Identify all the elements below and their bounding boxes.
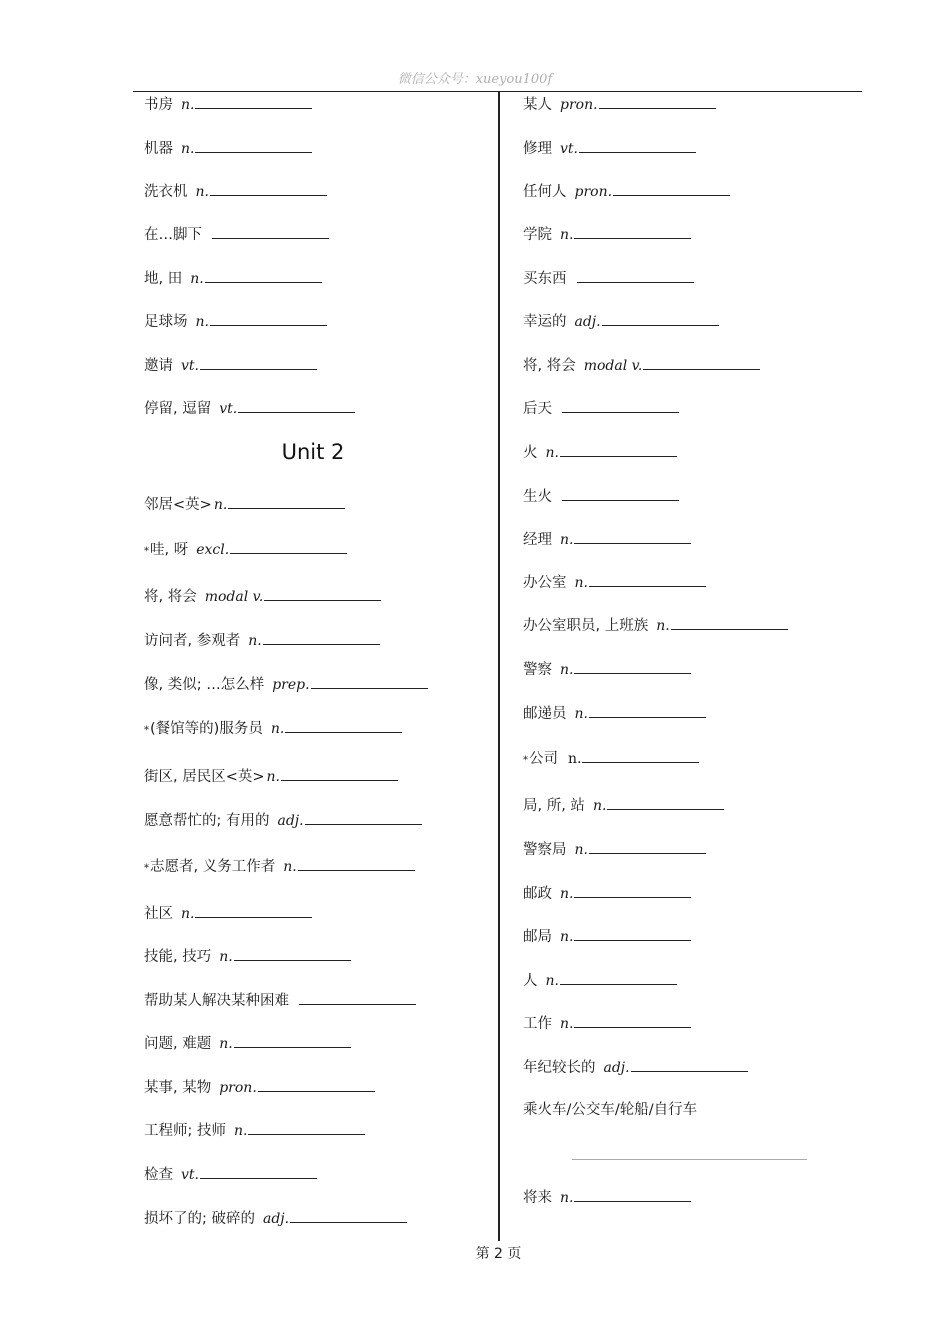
answer-blank[interactable] [248, 1120, 365, 1135]
chinese-term: 哇, 呀 [150, 542, 189, 558]
right-vocab-row [523, 268, 694, 288]
right-vocab-row [523, 311, 719, 331]
left-vocab-row [144, 630, 380, 650]
left-vocab-row [144, 1120, 365, 1140]
part-of-speech: vt. [560, 141, 578, 157]
answer-blank[interactable] [602, 311, 719, 326]
answer-blank[interactable] [574, 659, 691, 674]
right-vocab-row [523, 659, 691, 679]
part-of-speech: prep. [272, 677, 310, 693]
right-vocab-row [523, 795, 724, 815]
chinese-term: 学院 [523, 227, 552, 243]
part-of-speech: n. [213, 497, 228, 513]
chinese-term: 任何人 [523, 184, 567, 200]
answer-blank[interactable] [311, 674, 428, 689]
answer-blank[interactable] [228, 494, 345, 509]
chinese-term: 警察 [523, 662, 552, 678]
right-vocab-row [523, 355, 760, 375]
part-of-speech: vt. [219, 401, 238, 417]
answer-blank[interactable] [212, 224, 329, 239]
chinese-term: 访问者, 参观者 [144, 633, 241, 649]
answer-blank[interactable] [205, 268, 322, 283]
chinese-term: 人 [523, 973, 538, 989]
answer-blank[interactable] [234, 946, 351, 961]
left-vocab-row [144, 311, 327, 331]
part-of-speech: pron. [574, 184, 613, 200]
left-vocab-row [144, 494, 345, 514]
answer-blank[interactable] [579, 138, 696, 153]
answer-blank[interactable] [574, 224, 691, 239]
answer-blank[interactable] [234, 1033, 351, 1048]
answer-blank[interactable] [263, 630, 380, 645]
part-of-speech: n. [560, 929, 574, 945]
answer-blank[interactable] [299, 990, 416, 1005]
chinese-term: 邮政 [523, 886, 552, 902]
answer-blank[interactable] [238, 398, 355, 413]
part-of-speech: n. [195, 314, 209, 330]
page-number: 第 2 页 [475, 1246, 522, 1262]
part-of-speech: adj. [277, 813, 304, 829]
chinese-term: 在…脚下 [144, 227, 202, 243]
chinese-term: 足球场 [144, 314, 188, 330]
unit-heading: Unit 2 [281, 440, 345, 464]
answer-blank[interactable] [195, 138, 312, 153]
part-of-speech: n. [283, 859, 297, 875]
part-of-speech: n. [560, 886, 574, 902]
right-vocab-row [523, 1100, 697, 1120]
answer-blank[interactable] [589, 839, 706, 854]
left-vocab-row [144, 674, 428, 694]
answer-blank[interactable] [290, 1208, 407, 1223]
left-vocab-row [144, 1077, 375, 1097]
left-vocab-row [144, 1033, 351, 1053]
left-vocab-row [144, 946, 351, 966]
part-of-speech: n. [266, 769, 280, 785]
part-of-speech: n. [574, 706, 588, 722]
right-vocab-row [523, 181, 730, 201]
answer-blank[interactable] [200, 355, 317, 370]
answer-blank[interactable] [298, 856, 415, 871]
part-of-speech: n. [181, 906, 195, 922]
left-vocab-row [144, 355, 317, 375]
chinese-term: 帮助某人解决某种困难 [144, 993, 289, 1009]
left-vocab-row [144, 766, 398, 786]
chinese-term: 邻居<英> [144, 497, 212, 513]
column-divider [498, 91, 500, 1241]
right-vocab-row [523, 224, 691, 244]
chinese-term: 书房 [144, 97, 173, 113]
left-vocab-row [144, 810, 422, 830]
left-vocab-row [144, 903, 312, 923]
answer-blank[interactable] [258, 1077, 375, 1092]
chinese-term: 问题, 难题 [144, 1036, 212, 1052]
part-of-speech: n. [574, 575, 588, 591]
answer-blank[interactable] [574, 926, 691, 941]
answer-blank[interactable] [305, 810, 422, 825]
answer-blank[interactable] [281, 766, 398, 781]
answer-blank[interactable] [577, 268, 694, 283]
answer-blank[interactable] [560, 970, 677, 985]
answer-blank[interactable] [574, 1013, 691, 1028]
part-of-speech: n. [248, 633, 262, 649]
right-vocab-row [523, 486, 679, 506]
answer-blank[interactable] [264, 586, 381, 601]
right-vocab-row [523, 138, 696, 158]
right-vocab-row [523, 94, 716, 114]
answer-blank[interactable] [560, 442, 677, 457]
chinese-term: 检查 [144, 1167, 173, 1183]
answer-blank[interactable] [195, 94, 312, 109]
answer-blank[interactable] [562, 398, 679, 413]
chinese-term: 工作 [523, 1016, 552, 1032]
left-vocab-row [144, 94, 312, 114]
part-of-speech: n. [656, 618, 670, 634]
right-vocab-row [523, 839, 706, 859]
chinese-term: (餐馆等的)服务员 [150, 721, 263, 737]
part-of-speech: vt. [181, 1167, 199, 1183]
right-vocab-row [523, 398, 679, 418]
answer-blank[interactable] [562, 486, 679, 501]
answer-blank[interactable] [671, 615, 788, 630]
chinese-term: 将, 将会 [523, 358, 576, 374]
right-vocab-row [523, 926, 691, 946]
answer-blank[interactable] [200, 1164, 317, 1179]
chinese-term: 社区 [144, 906, 173, 922]
left-vocab-row: * 志愿者, 义务工作者 n. [144, 856, 415, 876]
answer-blank[interactable] [599, 94, 716, 109]
answer-blank[interactable] [574, 1187, 691, 1202]
part-of-speech: n. [181, 141, 195, 157]
chinese-term: 办公室职员, 上班族 [523, 618, 649, 634]
part-of-speech: n. [545, 973, 559, 989]
chinese-term: 洗衣机 [144, 184, 188, 200]
chinese-term: 愿意帮忙的; 有用的 [144, 813, 270, 829]
answer-blank-long[interactable] [572, 1159, 807, 1160]
chinese-term: 邮递员 [523, 706, 567, 722]
answer-blank[interactable] [285, 718, 402, 733]
chinese-term: 乘火车/公交车/轮船/自行车 [523, 1102, 698, 1118]
left-vocab-row [144, 224, 329, 244]
answer-blank[interactable] [613, 181, 730, 196]
chinese-term: 街区, 居民区<英> [144, 769, 265, 785]
part-of-speech: n. [560, 1016, 574, 1032]
right-vocab-row [523, 703, 706, 723]
answer-blank[interactable] [607, 795, 724, 810]
part-of-speech: n. [219, 1036, 233, 1052]
chinese-term: 公司 [529, 751, 558, 767]
answer-blank[interactable] [195, 903, 312, 918]
part-of-speech: vt. [181, 358, 199, 374]
chinese-term: 局, 所, 站 [523, 798, 585, 814]
answer-blank[interactable] [631, 1057, 748, 1072]
right-vocab-row [523, 1057, 748, 1077]
part-of-speech: pron. [560, 97, 598, 113]
chinese-term: 像, 类似; …怎么样 [144, 677, 265, 693]
chinese-term: 修理 [523, 141, 552, 157]
right-vocab-row [523, 883, 691, 903]
chinese-term: 停留, 逗留 [144, 401, 212, 417]
right-vocab-row [523, 529, 691, 549]
left-vocab-row [144, 990, 416, 1010]
chinese-term: 将来 [523, 1190, 552, 1206]
chinese-term: 工程师; 技师 [144, 1123, 226, 1139]
part-of-speech: n. [190, 271, 204, 287]
chinese-term: 火 [523, 445, 538, 461]
right-vocab-row: * 公司 n. [523, 748, 699, 768]
answer-blank[interactable] [582, 748, 699, 763]
part-of-speech: n. [219, 949, 233, 965]
part-of-speech: n. [568, 751, 582, 767]
part-of-speech: n. [270, 721, 285, 737]
part-of-speech: modal v. [204, 589, 264, 605]
part-of-speech: n. [195, 184, 209, 200]
part-of-speech: adj. [574, 314, 601, 330]
chinese-term: 地, 田 [144, 271, 183, 287]
part-of-speech: n. [592, 798, 607, 814]
left-vocab-row: * (餐馆等的)服务员 n. [144, 718, 402, 738]
right-vocab-row [523, 1013, 691, 1033]
chinese-term: 年纪较长的 [523, 1060, 596, 1076]
part-of-speech: n. [545, 445, 559, 461]
chinese-term: 技能, 技巧 [144, 949, 212, 965]
right-vocab-row [523, 970, 677, 990]
right-vocab-row [523, 1187, 691, 1207]
part-of-speech: n. [560, 227, 574, 243]
answer-blank[interactable] [589, 703, 706, 718]
chinese-term: 某人 [523, 97, 552, 113]
right-vocab-row [523, 442, 677, 462]
right-vocab-row [523, 615, 788, 635]
part-of-speech: n. [234, 1123, 248, 1139]
left-vocab-row: * 哇, 呀 excl. [144, 539, 347, 559]
left-vocab-row [144, 138, 312, 158]
left-vocab-row [144, 398, 355, 418]
chinese-term: 后天 [523, 401, 552, 417]
left-vocab-row [144, 586, 381, 606]
part-of-speech: pron. [219, 1080, 257, 1096]
chinese-term: 幸运的 [523, 314, 567, 330]
chinese-term: 损坏了的; 破碎的 [144, 1211, 255, 1227]
left-vocab-row [144, 1164, 317, 1184]
chinese-term: 生火 [523, 489, 552, 505]
part-of-speech: adj. [263, 1211, 290, 1227]
chinese-term: 办公室 [523, 575, 567, 591]
part-of-speech: n. [560, 1190, 574, 1206]
part-of-speech: excl. [196, 542, 230, 558]
part-of-speech: adj. [603, 1060, 630, 1076]
right-vocab-row [523, 572, 706, 592]
chinese-term: 机器 [144, 141, 173, 157]
part-of-speech: n. [574, 842, 588, 858]
answer-blank[interactable] [210, 311, 327, 326]
chinese-term: 买东西 [523, 271, 567, 287]
left-vocab-row [144, 268, 322, 288]
part-of-speech: n. [560, 532, 574, 548]
left-vocab-row [144, 1208, 407, 1228]
chinese-term: 某事, 某物 [144, 1080, 212, 1096]
chinese-term: 志愿者, 义务工作者 [150, 859, 276, 875]
answer-blank[interactable] [230, 539, 347, 554]
chinese-term: 邀请 [144, 358, 173, 374]
left-vocab-row [144, 181, 327, 201]
chinese-term: 经理 [523, 532, 552, 548]
answer-blank[interactable] [210, 181, 327, 196]
answer-blank[interactable] [574, 883, 691, 898]
chinese-term: 将, 将会 [144, 589, 197, 605]
part-of-speech: modal v. [583, 358, 643, 374]
chinese-term: 警察局 [523, 842, 567, 858]
part-of-speech: n. [181, 97, 195, 113]
chinese-term: 邮局 [523, 929, 552, 945]
answer-blank[interactable] [643, 355, 760, 370]
answer-blank[interactable] [574, 529, 691, 544]
header-watermark: 微信公众号：xueyou100f [397, 72, 553, 87]
part-of-speech: n. [560, 662, 574, 678]
answer-blank[interactable] [589, 572, 706, 587]
